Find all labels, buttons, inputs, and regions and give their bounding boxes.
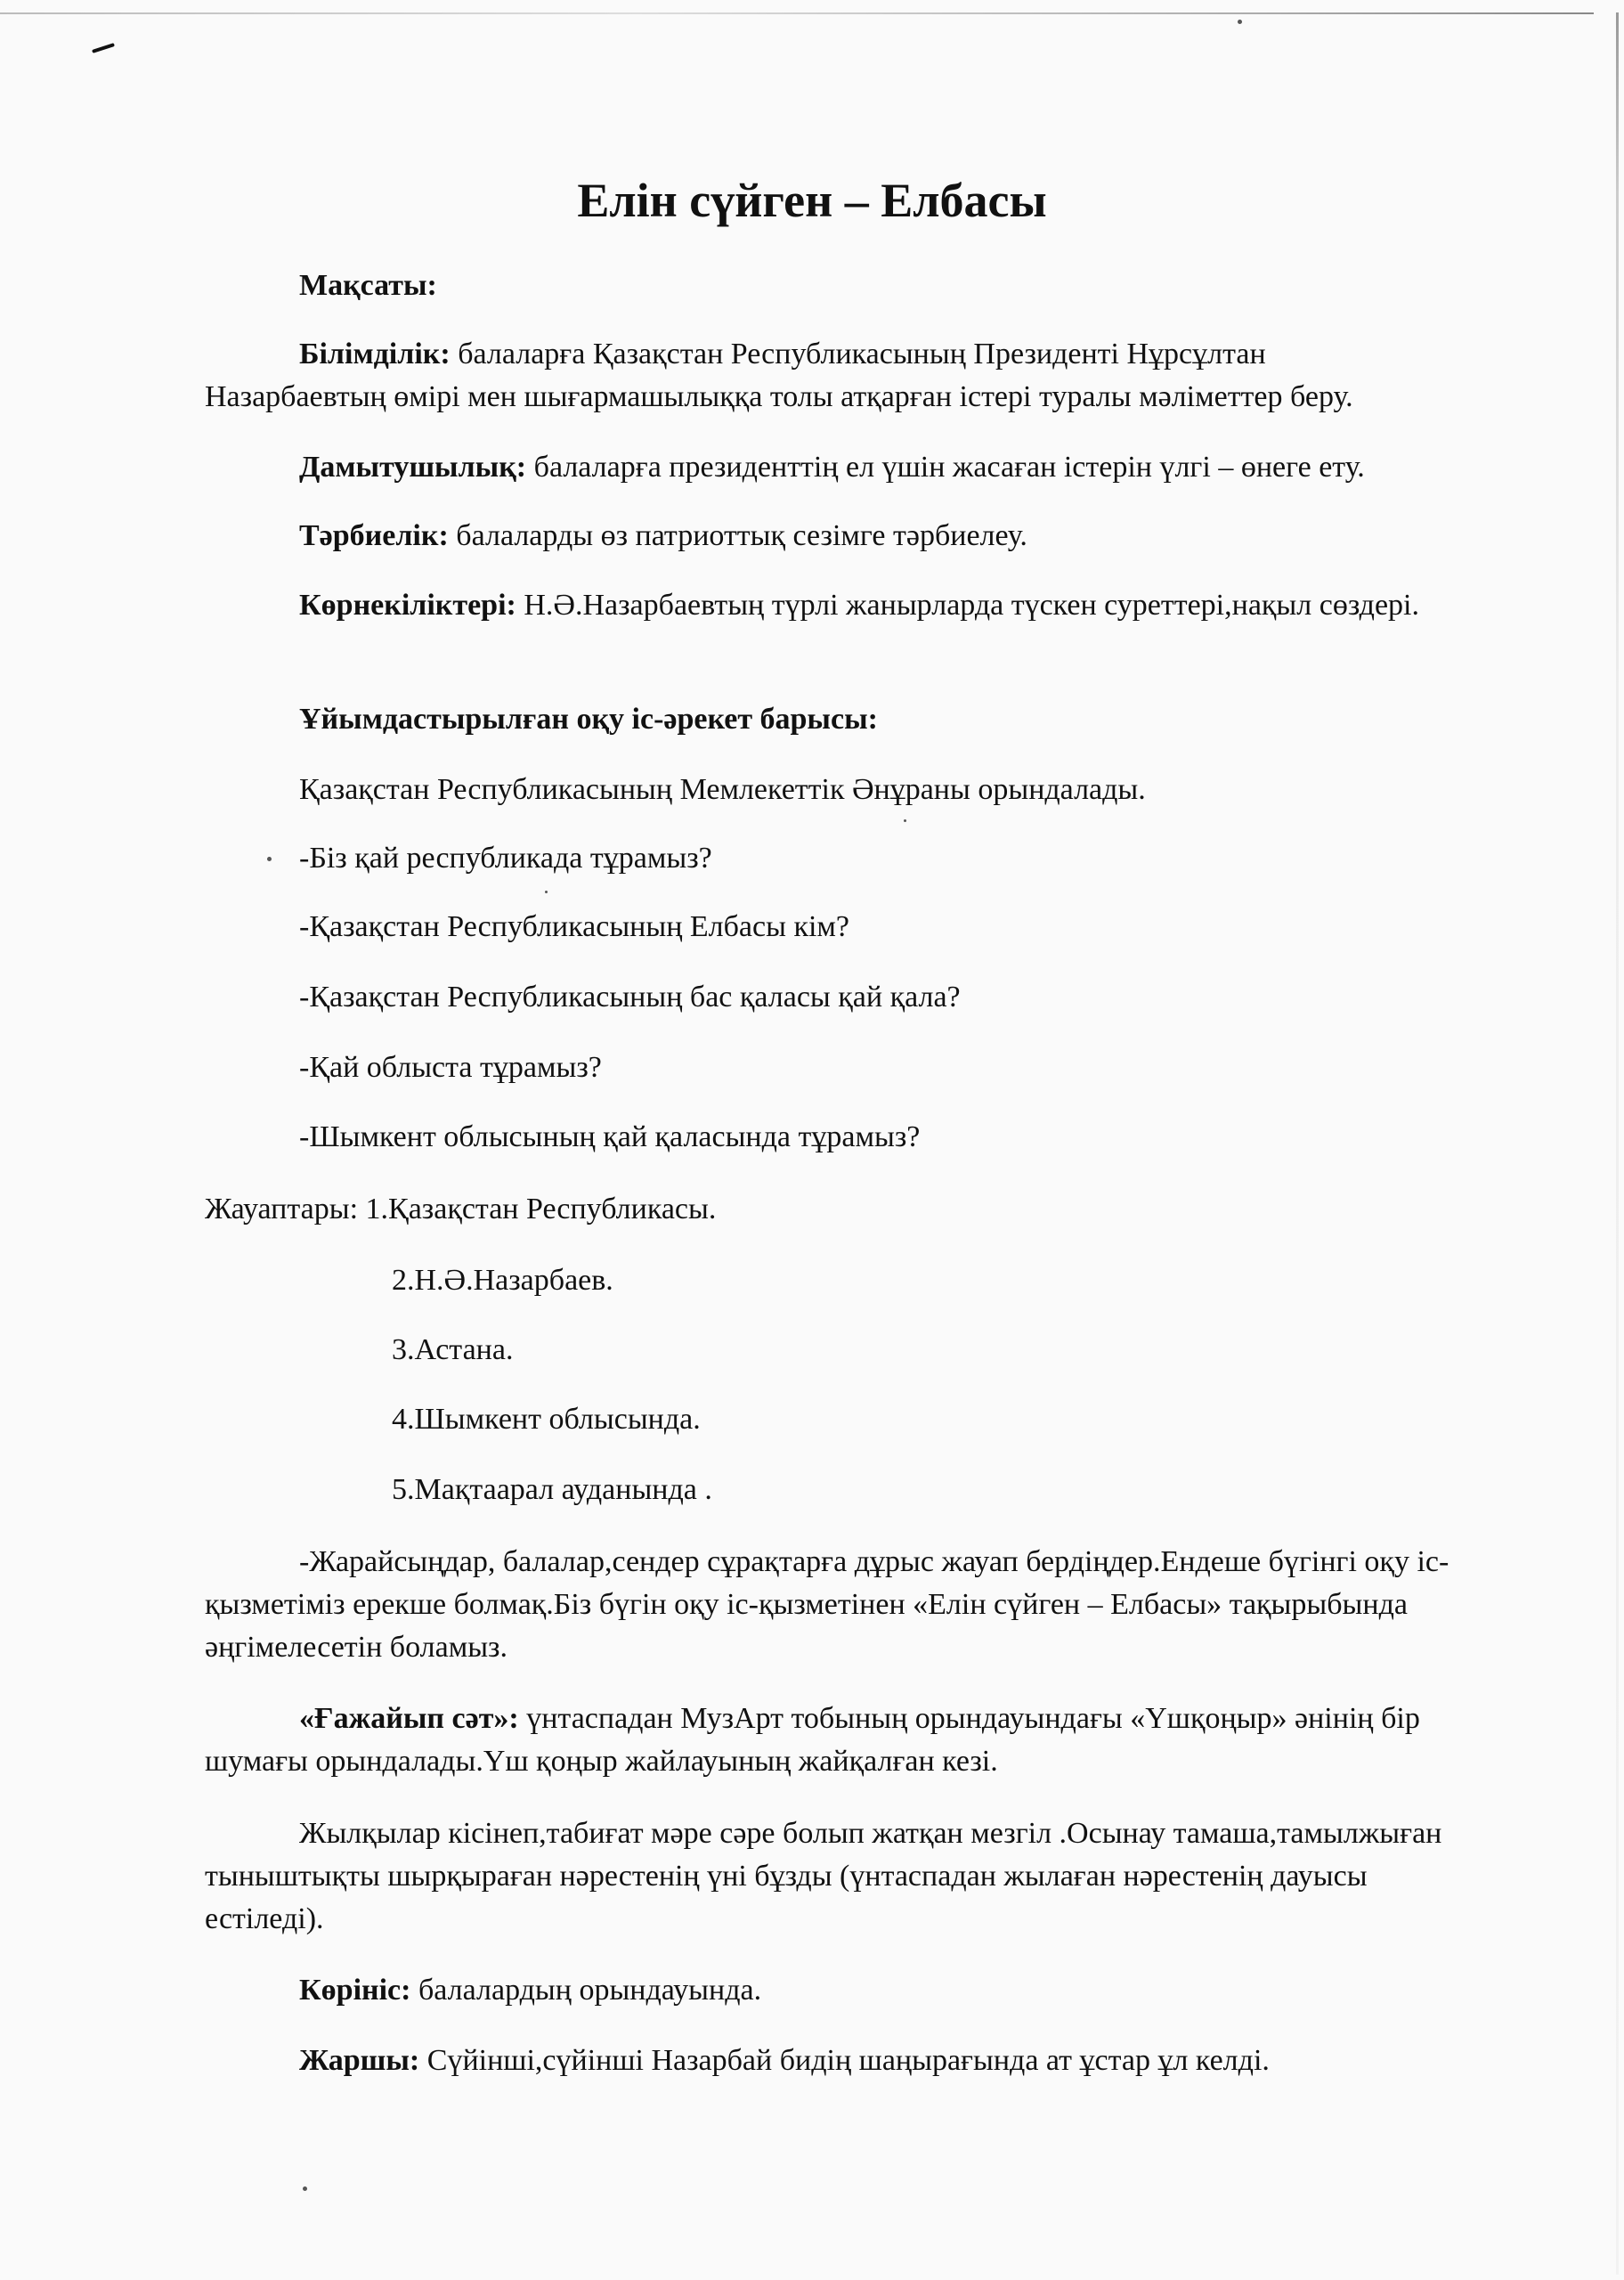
question-item: -Біз қай республикада тұрамыз?: [299, 842, 712, 875]
horses-paragraph: Жылқылар кісінеп,табиғат мәре сәре болып жатқан мезгіл .Осынау тамаша,тамылжыған тыныштықты шырқыраған нәрестенің үні бұзды (үнтаспадан жылаған нәрестенің дауысы естіледі).: [205, 1817, 1442, 1935]
goals-heading-text: Мақсаты:: [299, 269, 437, 302]
upbringing-label: Тәрбиелік:: [299, 519, 449, 552]
developmental-label: Дамытушылық:: [299, 451, 527, 484]
visual-aids: [205, 584, 1451, 627]
wonder-moment: [205, 1698, 1451, 1783]
scan-edge-right: [1616, 12, 1619, 2275]
pen-mark: [92, 43, 115, 53]
answers-prefix: Жауаптары:: [205, 1193, 366, 1226]
answers-first-line: [205, 1188, 1451, 1231]
scene-label: Көрініс:: [299, 1974, 411, 2007]
educational-text: балаларға Қазақстан Республикасының Президенті Нұрсұлтан Назарбаевтың өмірі мен шығармашылыққа толы атқарған істері туралы мәліметтер беру.: [205, 338, 1353, 413]
developmental-text: балаларға президенттің ел үшін жасаған істерін үлгі – өнеге ету.: [526, 451, 1365, 484]
answer-item: 5.Мақтаарал ауданында .: [392, 1473, 712, 1506]
dust-speck: [303, 2186, 307, 2191]
visual-aids-label: Көрнекіліктері:: [299, 589, 516, 622]
question-item: -Қазақстан Республикасының бас қаласы қай қала?: [299, 981, 961, 1014]
wonder-text: үнтаспадан МузАрт тобының орындауындағы «Үшқоңыр» әнінің бір шумағы орындалады.Үш қоңыр жайлауының жайқалған кезі.: [205, 1702, 1420, 1778]
scene-line: [205, 1969, 1451, 2012]
goals-heading: [205, 265, 1451, 307]
answer-item: 4.Шымкент облысында.: [392, 1403, 701, 1436]
visual-aids-text: Н.Ә.Назарбаевтың түрлі жанырларда түскен суреттері,нақыл сөздері.: [516, 589, 1419, 622]
question-item: -Қай облыста тұрамыз?: [299, 1051, 602, 1084]
educational-label: Білімділік:: [299, 338, 451, 370]
dust-speck: [1238, 20, 1242, 24]
answer-item: 2.Н.Ә.Назарбаев.: [392, 1264, 613, 1297]
scene-text: балалардың орындауында.: [410, 1974, 762, 2007]
upbringing-goal: [205, 515, 1451, 558]
wonder-label: «Ғажайып сәт»:: [299, 1702, 519, 1735]
developmental-goal: [205, 446, 1451, 489]
question-item: -Қазақстан Республикасының Елбасы кім?: [299, 910, 850, 943]
document-title: Елін сүйген – Елбасы: [577, 174, 1047, 227]
answer-item: 1.Қазақстан Республикасы.: [365, 1193, 717, 1226]
herald-line: [205, 2040, 1451, 2082]
upbringing-text: балаларды өз патриоттық сезімге тәрбиелеу.: [448, 519, 1027, 552]
anthem-line: Қазақстан Республикасының Мемлекеттік Әнұраны орындалады.: [299, 773, 1146, 806]
praise-paragraph: -Жарайсыңдар, балалар,сендер сұрақтарға дұрыс жауап бердіңдер.Ендеше бүгінгі оқу іс-қызметіміз ерекше болмақ.Біз бүгін оқу іс-қызметінен «Елін сүйген – Елбасы» тақырыбында әңгімелесетін боламыз.: [205, 1545, 1449, 1664]
dust-speck: [904, 819, 906, 822]
educational-goal: [205, 333, 1451, 419]
scan-edge-top: [0, 12, 1594, 14]
question-item: -Шымкент облысының қай қаласында тұрамыз?: [299, 1120, 921, 1153]
answer-item: 3.Астана.: [392, 1333, 514, 1366]
herald-text: Сүйінші,сүйінші Назарбай бидің шаңырағында ат ұстар ұл келді.: [419, 2044, 1270, 2077]
activity-heading: [205, 698, 1451, 741]
dust-speck: [545, 891, 548, 893]
herald-label: Жаршы:: [299, 2044, 420, 2077]
activity-heading-text: Ұйымдастырылған оқу іс-әрекет барысы:: [299, 703, 878, 736]
